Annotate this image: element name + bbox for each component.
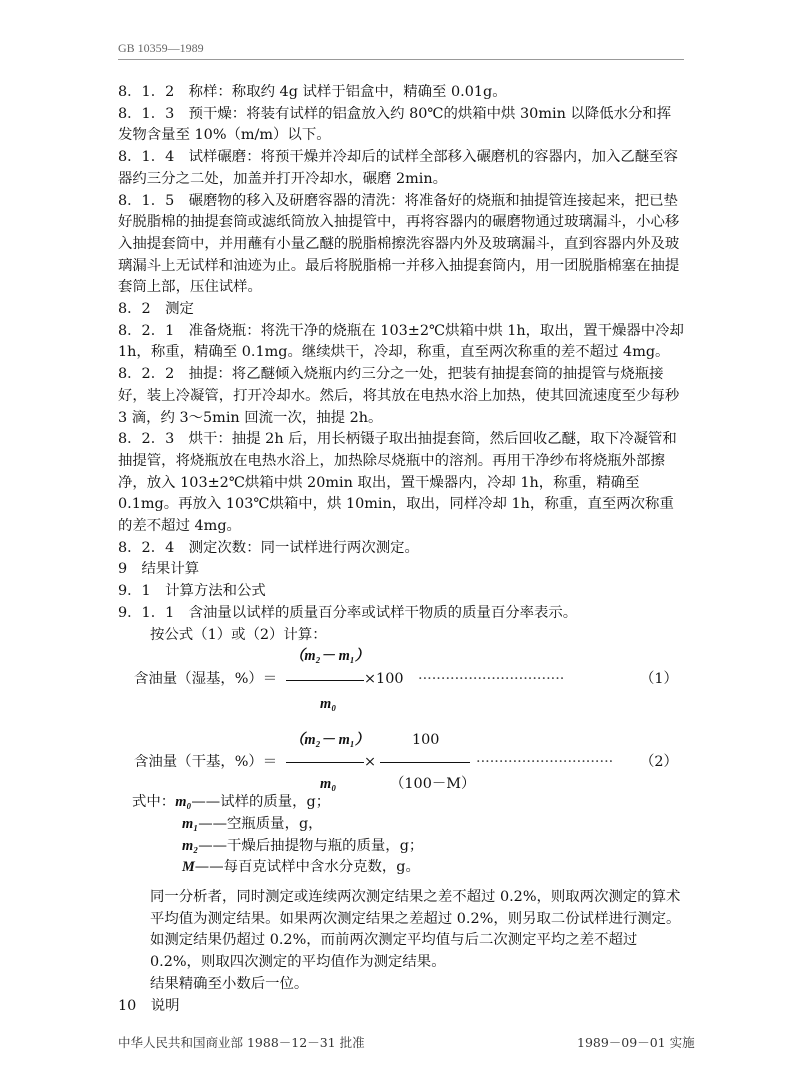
definition-symbol: m₀ <box>175 794 192 811</box>
section-10-heading: 10 说明 <box>118 997 180 1014</box>
formula-1 <box>118 646 684 716</box>
result-rule-paragraph: 同一分析者，同时测定或连续两次测定结果之差不超过 0.2%，则取两次测定的算术平均值为测定结果。如果两次测定结果之差超过 0.2%，则另取二份试样进行测定。如测定结果仍超过 0.2%，而前两次测定平均值与后二次测定平均之差不超过 0.2%，则取四次测定的平均值作为测定结果。 <box>150 889 681 971</box>
definition-row <box>132 857 684 879</box>
formula-2-numerator-2: 100 <box>412 732 440 749</box>
approval-note: 中华人民共和国商业部 1988－12－31 批准 <box>118 1035 365 1050</box>
definition-symbol: m₁ <box>182 815 199 832</box>
header-divider <box>118 59 684 60</box>
formula-2-fraction-bar <box>286 762 364 763</box>
section-9-heading: 9 结果计算 <box>118 561 200 578</box>
clause-9-1: 9．1 计算方法和公式 <box>118 583 266 600</box>
symbol-definitions <box>118 792 684 879</box>
definition-text: ——空瓶质量，g， <box>198 815 323 832</box>
clause-8-1-5: 8．1．5 碾磨物的移入及研磨容器的清洗：将准备好的烧瓶和抽提管连接起来，把已垫好脱脂棉的抽提套筒或滤纸筒放入抽提管中，再将容器内的碾磨物通过玻璃漏斗，小心移入抽提套筒中，并用蘸有小量乙醚的脱脂棉擦洗容器内外及玻璃漏斗，直到容器内外及玻璃漏斗上无试样和油迹为止。最后将脱脂棉一并移入抽提套筒内，用一团脱脂棉塞在抽提套筒上部，压住试样。 <box>118 192 680 296</box>
clause-9-1-1: 9．1．1 含油量以试样的质量百分率或试样干物质的质量百分率表示。 <box>118 604 578 621</box>
formula-2-denominator-2: （100－M） <box>390 776 476 793</box>
formula-1-leader: ································ <box>418 671 565 688</box>
formula-2-numerator: （m₂－ m₁） <box>290 732 370 749</box>
clause-8-1-2: 8．1．2 称样：称取约 4g 试样于铝盒中，精确至 0.01g。 <box>118 84 507 100</box>
definition-row <box>132 836 684 858</box>
clause-8-1-4: 8．1．4 试样碾磨：将预干燥并冷却后的试样全部移入碾磨机的容器内，加入乙醚至容器约三分之二处，加盖并打开冷却水，碾磨 2min。 <box>118 149 678 187</box>
clause-8-2-4: 8．2．4 测定次数：同一试样进行两次测定。 <box>118 539 419 556</box>
definition-row <box>132 814 684 836</box>
standard-number: GB 10359—1989 <box>118 41 204 55</box>
definition-text: ——每百克试样中含水分克数，g。 <box>194 859 420 876</box>
formula-2-leader: ······························ <box>476 754 614 771</box>
definition-symbol: M <box>182 859 195 876</box>
formula-2-fraction-bar-2 <box>380 762 470 763</box>
clause-8-2-2: 8．2．2 抽提：将乙醚倾入烧瓶内约三分之一处，把装有抽提套筒的抽提管与烧瓶接好，装上冷凝管，打开冷却水。然后，将其放在电热水浴上加热，使其回流速度至少每秒 3 滴，约 3～5min 回流一次，抽提 2h。 <box>118 366 680 426</box>
clause-8-2-1: 8．2．1 准备烧瓶：将洗干净的烧瓶在 103±2℃烘箱中烘 1h，取出，置干燥器中冷却 1h，称重，精确至 0.1mg。继续烘干，冷却，称重，直至两次称重的差不超过 4mg。 <box>118 322 684 361</box>
definition-symbol: m₂ <box>182 837 199 854</box>
document-body <box>118 82 684 1017</box>
formula-intro: 按公式（1）或（2）计算： <box>150 626 327 643</box>
formula-1-lhs: 含油量（湿基，%）＝ <box>134 671 278 688</box>
formula-2-number: （2） <box>640 754 678 771</box>
formula-1-fraction-bar <box>286 680 364 681</box>
formula-2-denominator: m₀ <box>320 776 337 793</box>
definitions-lead: 式中： <box>132 794 176 811</box>
definition-text: ——试样的质量，g； <box>191 794 331 811</box>
implementation-date: 1989－09－01 实施 <box>577 1035 695 1050</box>
precision-note: 结果精确至小数后一位。 <box>150 975 309 992</box>
formula-1-multiplier: ×100 <box>364 671 404 688</box>
clause-8-1-3: 8．1．3 预干燥：将装有试样的铝盒放入约 80℃的烘箱中烘 30min 以降低水分和挥发物含量至 10%（m/m）以下。 <box>118 105 672 144</box>
formula-2-lhs: 含油量（干基，%）＝ <box>134 754 278 771</box>
clause-8-2-3: 8．2．3 烘干：抽提 2h 后，用长柄镊子取出抽提套筒，然后回收乙醚，取下冷凝管和抽提管，将烧瓶放在电热水浴上，加热除尽烧瓶中的溶剂。再用干净纱布将烧瓶外部擦净，放入 103±2℃烘箱中烘 20min 取出，置干燥器内，冷却 1h，称重，精确至 0.1mg。再放入 103℃烘箱中，烘 10min，取出，同样冷却 1h，称重，直至两次称重的差不超过 4mg。 <box>118 431 677 535</box>
definition-text: ——干燥后抽提物与瓶的质量，g； <box>198 837 424 854</box>
formula-1-denominator: m₀ <box>320 696 337 713</box>
formula-2-times: × <box>364 754 377 771</box>
formula-2 <box>118 730 684 792</box>
formula-1-numerator: （m₂－ m₁） <box>290 648 370 665</box>
formula-1-number: （1） <box>640 671 678 688</box>
clause-8-2: 8．2 测定 <box>118 301 194 318</box>
